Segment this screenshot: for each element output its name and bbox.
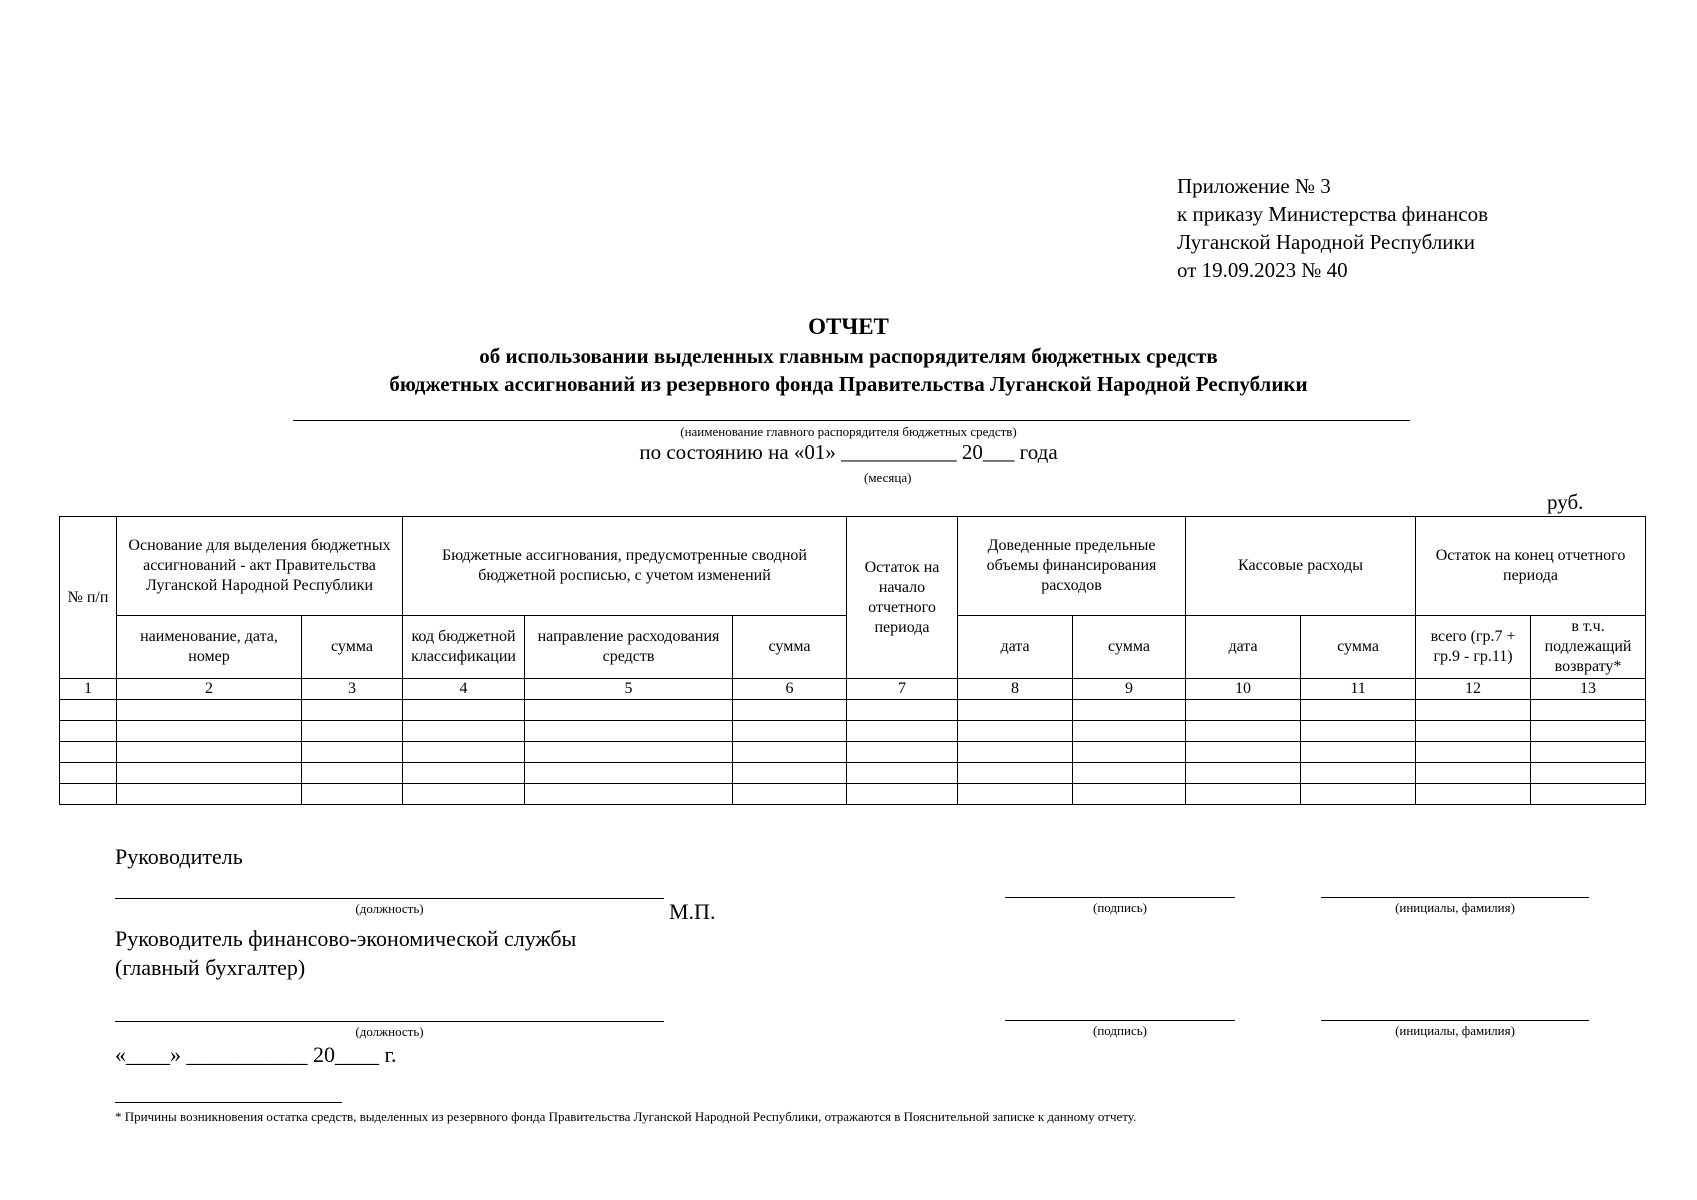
head-label: Руководитель [115,844,243,869]
appendix-line-2: к приказу Министерства финансов [1177,202,1489,226]
subheader-sum: сумма [733,616,847,679]
table-cell[interactable] [1531,784,1646,805]
column-number-row [60,679,1646,700]
subheader-direction: направление расходования средств [525,616,733,679]
table-cell[interactable] [1186,700,1301,721]
table-cell[interactable] [302,763,403,784]
table-cell[interactable] [60,784,117,805]
table-cell[interactable] [60,742,117,763]
fin-position-line[interactable] [115,1021,664,1022]
subheader-code: код бюджетной классификации [403,616,525,679]
header-no: № п/п [60,517,117,679]
table-cell[interactable] [1531,742,1646,763]
subheader-return: в т.ч. подлежащий возврату* [1531,616,1646,679]
table-cell[interactable] [1416,700,1531,721]
header-limits: Доведенные предельные объемы финансирования расходов [958,517,1186,616]
table-cell[interactable] [117,721,302,742]
table-cell[interactable] [302,721,403,742]
table-cell[interactable] [403,784,525,805]
footnote: * Причины возникновения остатка средств, выделенных из резервного фонда Правительства Луганской Народной Республики, отражаются в Пояснительной записке к данному отчету. [115,1109,1137,1124]
column-number: 7 [847,679,958,700]
table-cell[interactable] [1301,784,1416,805]
head-position-line[interactable] [115,898,664,899]
title-main: ОТЧЕТ [808,314,889,339]
fin-signature-line[interactable] [1005,1020,1235,1021]
table-cell[interactable] [117,763,302,784]
table-cell[interactable] [117,742,302,763]
header-basis: Основание для выделения бюджетных ассигнований - акт Правительства Луганской Народной Республики [117,517,403,616]
table-cell[interactable] [1416,784,1531,805]
table-header-row [60,517,1646,616]
fin-head-label-2: (главный бухгалтер) [115,955,306,980]
table-cell[interactable] [847,763,958,784]
fin-position-caption: (должность) [355,1024,424,1039]
column-number: 8 [958,679,1073,700]
table-cell[interactable] [1186,742,1301,763]
appendix-line-1: Приложение № 3 [1177,174,1331,198]
table-cell[interactable] [733,763,847,784]
appendix-line-4: от 19.09.2023 № 40 [1177,258,1348,282]
table-cell[interactable] [1531,763,1646,784]
table-cell[interactable] [1416,742,1531,763]
column-number: 11 [1301,679,1416,700]
empty-rows [60,700,1646,805]
head-signature-caption: (подпись) [1093,900,1147,915]
table-cell[interactable] [1301,763,1416,784]
title-subtitle-1: об использовании выделенных главным распорядителям бюджетных средств [479,344,1218,368]
fin-signature-caption: (подпись) [1093,1023,1147,1038]
subheader-sum: сумма [302,616,403,679]
table-cell[interactable] [525,700,733,721]
table-cell[interactable] [958,742,1073,763]
table-cell[interactable] [117,700,302,721]
table-cell[interactable] [1073,721,1186,742]
subheader-total: всего (гр.7 + гр.9 - гр.11) [1416,616,1531,679]
appendix-block [1177,172,1488,284]
table-cell[interactable] [1073,700,1186,721]
subheader-date: дата [1186,616,1301,679]
subheader-sum: сумма [1301,616,1416,679]
column-number: 1 [60,679,117,700]
column-number: 10 [1186,679,1301,700]
table-cell[interactable] [60,700,117,721]
report-title [0,312,1697,398]
table-cell[interactable] [847,700,958,721]
table-cell[interactable] [1073,763,1186,784]
head-initials-caption: (инициалы, фамилия) [1395,900,1515,915]
table-cell[interactable] [117,784,302,805]
table-cell[interactable] [733,742,847,763]
table-cell[interactable] [1186,763,1301,784]
table-cell[interactable] [403,763,525,784]
table-cell[interactable] [525,742,733,763]
table-row [60,763,1646,784]
table-cell[interactable] [525,763,733,784]
report-date-line[interactable]: по состоянию на «01» ___________ 20___ года [639,440,1058,464]
header-budget: Бюджетные ассигнования, предусмотренные сводной бюджетной росписью, с учетом изменений [403,517,847,616]
table-cell[interactable] [1073,784,1186,805]
table-cell[interactable] [302,784,403,805]
table-cell[interactable] [847,784,958,805]
header-remainder-end: Остаток на конец отчетного периода [1416,517,1646,616]
fin-initials-line[interactable] [1321,1020,1589,1021]
table-row [60,742,1646,763]
table-cell[interactable] [403,742,525,763]
table-cell[interactable] [1301,721,1416,742]
head-initials-line[interactable] [1321,897,1589,898]
table-cell[interactable] [733,784,847,805]
table-cell[interactable] [958,784,1073,805]
table-cell[interactable] [302,700,403,721]
column-number: 4 [403,679,525,700]
table-cell[interactable] [1531,700,1646,721]
table-cell[interactable] [733,721,847,742]
column-number: 12 [1416,679,1531,700]
table-cell[interactable] [847,742,958,763]
table-cell[interactable] [302,742,403,763]
column-number: 5 [525,679,733,700]
column-number: 13 [1531,679,1646,700]
title-subtitle-2: бюджетных ассигнований из резервного фонда Правительства Луганской Народной Республики [389,372,1308,396]
table-cell[interactable] [60,763,117,784]
table-row [60,784,1646,805]
appendix-line-3: Луганской Народной Республики [1177,230,1475,254]
table-cell[interactable] [1301,700,1416,721]
table-cell[interactable] [403,700,525,721]
table-cell[interactable] [1416,763,1531,784]
stamp-label: М.П. [669,899,716,924]
table-cell[interactable] [1416,721,1531,742]
head-signature-line[interactable] [1005,897,1235,898]
table-cell[interactable] [958,700,1073,721]
subheader-sum: сумма [1073,616,1186,679]
header-remainder-start: Остаток на начало отчетного периода [847,517,958,679]
column-number: 9 [1073,679,1186,700]
subheader-date: дата [958,616,1073,679]
header-cash: Кассовые расходы [1186,517,1416,616]
org-name-line[interactable] [293,420,1410,421]
column-number: 6 [733,679,847,700]
table-row [60,721,1646,742]
table-cell[interactable] [1073,742,1186,763]
table-cell[interactable] [60,721,117,742]
table-cell[interactable] [958,763,1073,784]
currency-unit: руб. [1547,490,1584,514]
sign-date-line[interactable]: «____» ___________ 20____ г. [115,1042,397,1067]
report-table [59,516,1646,805]
column-number: 2 [117,679,302,700]
table-cell[interactable] [525,721,733,742]
table-cell[interactable] [1531,721,1646,742]
table-cell[interactable] [1301,742,1416,763]
subheader-name: наименование, дата, номер [117,616,302,679]
table-cell[interactable] [1186,721,1301,742]
table-cell[interactable] [733,700,847,721]
fin-initials-caption: (инициалы, фамилия) [1395,1023,1515,1038]
table-cell[interactable] [403,721,525,742]
table-cell[interactable] [525,784,733,805]
fin-head-label-1: Руководитель финансово-экономической службы [115,926,577,951]
table-cell[interactable] [847,721,958,742]
head-position-caption: (должность) [355,901,424,916]
table-row [60,700,1646,721]
month-caption: (месяца) [864,470,912,485]
footnote-separator [115,1102,342,1103]
table-cell[interactable] [1186,784,1301,805]
table-cell[interactable] [958,721,1073,742]
column-number: 3 [302,679,403,700]
org-name-caption: (наименование главного распорядителя бюджетных средств) [680,424,1017,439]
